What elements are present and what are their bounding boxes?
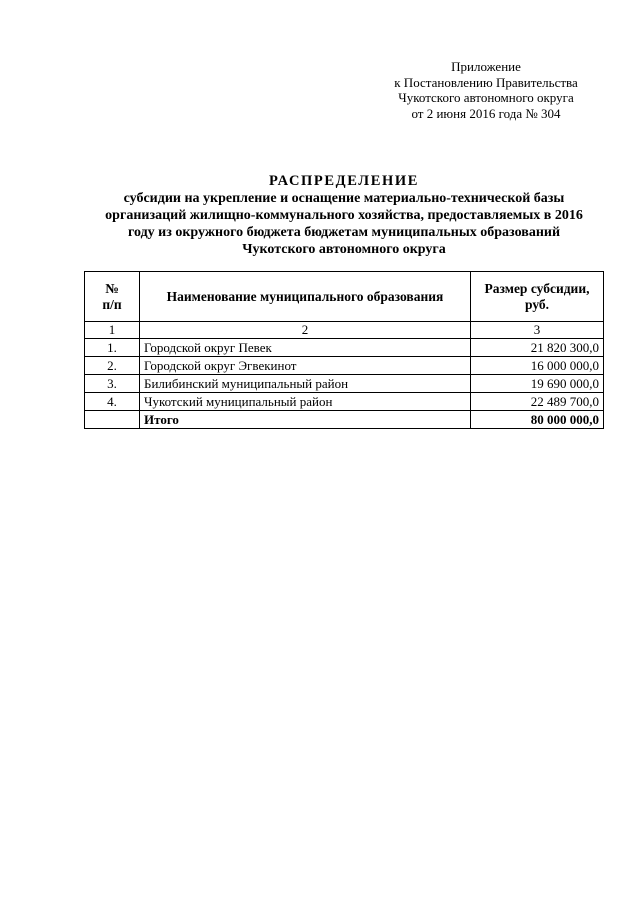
document-subtitle-line-3: году из окружного бюджета бюджетам муниципальных образований xyxy=(127,225,561,240)
row-municipality: Чукотский муниципальный район xyxy=(140,393,471,411)
row-municipality: Городской округ Певек xyxy=(140,339,471,357)
header-amount-label: Размер субсидии, xyxy=(484,281,590,296)
table-row xyxy=(85,357,604,375)
row-municipality: Билибинский муниципальный район xyxy=(140,375,471,393)
document-heading xyxy=(60,173,628,258)
total-amount: 80 000 000,0 xyxy=(471,411,604,429)
table-header-row xyxy=(85,272,604,322)
column-index-3: 3 xyxy=(471,322,604,339)
subsidy-table xyxy=(84,271,604,429)
document-subtitle-line-2: организаций жилищно-коммунального хозяйства, предоставляемых в 2016 xyxy=(105,208,583,223)
table-row xyxy=(85,393,604,411)
header-number-abbr: п/п xyxy=(102,296,122,312)
document-subtitle-line-1: субсидии на укрепление и оснащение материально-технической базы xyxy=(123,191,565,206)
header-municipality: Наименование муниципального образования xyxy=(140,272,471,322)
appendix-resolution: к Постановлению Правительства xyxy=(394,74,578,90)
row-amount: 16 000 000,0 xyxy=(471,357,604,375)
row-number: 2. xyxy=(85,357,140,375)
total-label: Итого xyxy=(140,411,471,429)
row-number: 3. xyxy=(85,375,140,393)
column-index-row xyxy=(85,322,604,339)
row-number: 4. xyxy=(85,393,140,411)
appendix-date: от 2 июня 2016 года № 304 xyxy=(411,105,561,121)
total-number-cell xyxy=(85,411,140,429)
row-amount: 21 820 300,0 xyxy=(471,339,604,357)
header-number xyxy=(85,272,140,322)
header-amount xyxy=(471,272,604,322)
header-number-sign: № xyxy=(105,281,119,296)
row-amount: 22 489 700,0 xyxy=(471,393,604,411)
row-number: 1. xyxy=(85,339,140,357)
appendix-region: Чукотского автономного округа xyxy=(398,90,574,105)
table-row xyxy=(85,339,604,357)
document-subtitle-line-4: Чукотского автономного округа xyxy=(242,242,446,257)
total-row xyxy=(85,411,604,429)
header-amount-unit: руб. xyxy=(524,296,550,312)
appendix-block xyxy=(360,59,612,121)
appendix-label: Приложение xyxy=(451,59,521,74)
column-index-2: 2 xyxy=(140,322,471,339)
row-amount: 19 690 000,0 xyxy=(471,375,604,393)
table-row xyxy=(85,375,604,393)
document-title: РАСПРЕДЕЛЕНИЕ xyxy=(269,173,419,189)
column-index-1: 1 xyxy=(85,322,140,339)
row-municipality: Городской округ Эгвекинот xyxy=(140,357,471,375)
